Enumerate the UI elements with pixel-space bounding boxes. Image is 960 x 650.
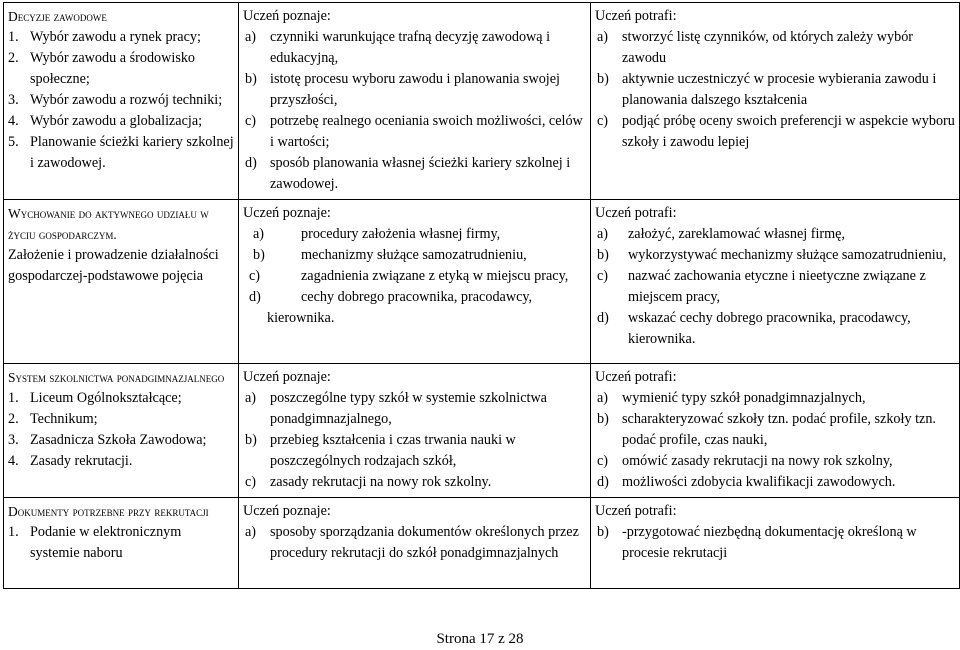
- can-list: [595, 388, 955, 493]
- list-item: 1. Liceum Ogólnokształcące;: [8, 390, 182, 406]
- can-cell: [591, 364, 960, 498]
- list-item: c) podjąć próbę oceny swoich preferencji w aspekcie wyboru szkoły i zawodu lepiej: [597, 113, 955, 150]
- topic-list: [8, 27, 234, 174]
- list-item: c) potrzebę realnego oceniania swoich możliwości, celów i wartości;: [245, 113, 583, 150]
- can-list: [595, 522, 955, 564]
- list-item: c) zagadnienia związane z etyką w miejscu pracy,: [249, 268, 569, 284]
- topic-list: [8, 388, 234, 472]
- can-cell: [591, 3, 960, 200]
- topic-title: Dokumenty potrzebne przy rekrutacji: [8, 504, 209, 519]
- knows-list: [243, 224, 586, 329]
- knows-cell: [239, 498, 591, 589]
- topic-title: Decyzje zawodowe: [8, 9, 107, 24]
- knows-list: [243, 27, 586, 195]
- list-item: a) czynniki warunkujące trafną decyzję zawodową i edukacyjną,: [245, 29, 551, 66]
- list-item: b) -przygotować niezbędną dokumentację określoną w procesie rekrutacji: [597, 524, 917, 561]
- knows-cell: [239, 200, 591, 364]
- table-row: [4, 364, 960, 498]
- can-list: [595, 27, 955, 153]
- knows-cell: [239, 364, 591, 498]
- list-item: 1. Podanie w elektronicznym systemie naboru: [8, 524, 182, 561]
- list-item: b) wykorzystywać mechanizmy służące samozatrudnieniu,: [597, 247, 947, 263]
- topic-cell: [4, 200, 239, 364]
- list-item: a) sposoby sporządzania dokumentów określonych przez procedury rekrutacji do szkół ponadgimnazjalnych: [245, 524, 579, 561]
- list-item: a) wymienić typy szkół ponadgimnazjalnych,: [597, 390, 866, 406]
- list-item: a) procedury założenia własnej firmy,: [253, 226, 501, 242]
- list-item: a) założyć, zareklamować własnej firmę,: [597, 226, 846, 242]
- list-item: 5. Planowanie ścieżki kariery szkolnej i zawodowej.: [8, 134, 234, 171]
- can-header: Uczeń potrafi:: [595, 503, 677, 519]
- knows-header: Uczeń poznaje:: [243, 503, 331, 519]
- list-item: a) stworzyć listę czynników, od których zależy wybór zawodu: [597, 29, 914, 66]
- table-row: [4, 498, 960, 589]
- list-item: 2. Wybór zawodu a środowisko społeczne;: [8, 50, 196, 87]
- can-list: [595, 224, 955, 350]
- list-item: b) scharakteryzować szkoły tzn. podać profile, szkoły tzn. podać profile, czas nauki,: [597, 411, 936, 448]
- list-item: c) omówić zasady rekrutacji na nowy rok szkolny,: [597, 453, 893, 469]
- topic-cell: [4, 3, 239, 200]
- topic-cell: [4, 364, 239, 498]
- list-item: c) nazwać zachowania etyczne i nieetyczne związane z miejscem pracy,: [597, 268, 926, 305]
- list-item: 4. Wybór zawodu a globalizacja;: [8, 113, 203, 129]
- list-item: 4. Zasady rekrutacji.: [8, 453, 133, 469]
- knows-cell: [239, 3, 591, 200]
- topic-title: System szkolnictwa ponadgimnazjalnego: [8, 370, 225, 385]
- topic-subtitle: Założenie i prowadzenie działalności gospodarczej-podstawowe pojęcia: [8, 247, 219, 284]
- list-item: d) wskazać cechy dobrego pracownika, pracodawcy, kierownika.: [597, 310, 911, 347]
- list-item: 1. Wybór zawodu a rynek pracy;: [8, 29, 201, 45]
- list-item: 3. Wybór zawodu a rozwój techniki;: [8, 92, 223, 108]
- topic-list: [8, 522, 234, 564]
- topic-title: Wychowanie do aktywnego udziału w życiu gospodarczym.: [8, 206, 209, 242]
- list-item: d) cechy dobrego pracownika, pracodawcy, kierownika.: [249, 289, 533, 326]
- list-item: a) poszczególne typy szkół w systemie szkolnictwa ponadgimnazjalnego,: [245, 390, 547, 427]
- curriculum-table: [3, 2, 960, 589]
- can-header: Uczeń potrafi:: [595, 205, 677, 221]
- knows-list: [243, 522, 586, 564]
- knows-header: Uczeń poznaje:: [243, 205, 331, 221]
- table-row: [4, 200, 960, 364]
- list-item: b) przebieg kształcenia i czas trwania nauki w poszczególnych rodzajach szkół,: [245, 432, 516, 469]
- can-cell: [591, 498, 960, 589]
- list-item: b) aktywnie uczestniczyć w procesie wybierania zawodu i planowania dalszego kształcenia: [597, 71, 937, 108]
- can-header: Uczeń potrafi:: [595, 8, 677, 24]
- knows-header: Uczeń poznaje:: [243, 8, 331, 24]
- can-header: Uczeń potrafi:: [595, 369, 677, 385]
- list-item: 3. Zasadnicza Szkoła Zawodowa;: [8, 432, 207, 448]
- knows-header: Uczeń poznaje:: [243, 369, 331, 385]
- topic-cell: [4, 498, 239, 589]
- knows-list: [243, 388, 586, 493]
- table-row: [4, 3, 960, 200]
- list-item: d) możliwości zdobycia kwalifikacji zawodowych.: [597, 474, 896, 490]
- can-cell: [591, 200, 960, 364]
- page-number-footer: Strona 17 z 28: [436, 631, 524, 647]
- list-item: 2. Technikum;: [8, 411, 98, 427]
- list-item: b) mechanizmy służące samozatrudnieniu,: [253, 247, 527, 263]
- list-item: b) istotę procesu wyboru zawodu i planowania swojej przyszłości,: [245, 71, 560, 108]
- list-item: d) sposób planowania własnej ścieżki kariery szkolnej i zawodowej.: [245, 155, 571, 192]
- list-item: c) zasady rekrutacji na nowy rok szkolny.: [245, 474, 492, 490]
